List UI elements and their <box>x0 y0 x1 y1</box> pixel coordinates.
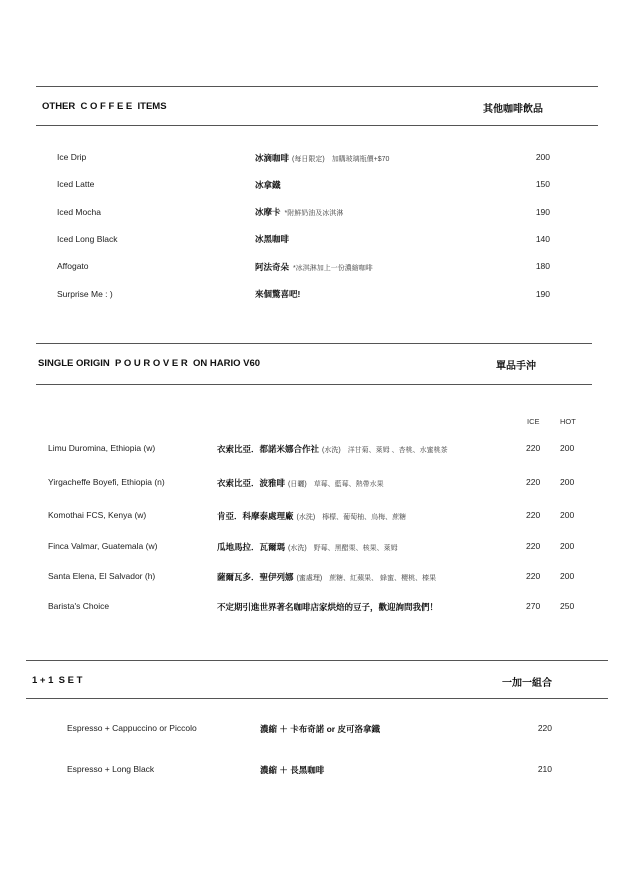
pourover-item-cn <box>217 477 384 489</box>
section3-title: 1 + 1 S E T <box>32 675 83 686</box>
menu-item-cn-name: 阿法奇朵 <box>255 261 290 272</box>
pourover-item-tag: (日曬) <box>288 480 307 488</box>
pourover-price-hot: 200 <box>560 443 575 453</box>
menu-item-price: 180 <box>535 261 550 272</box>
menu-item-cn-name: 冰拿鐵 <box>255 179 281 190</box>
menu-item-cn <box>255 206 343 218</box>
section3-bottom-rule <box>26 698 608 699</box>
section2-top-rule <box>36 343 592 344</box>
menu-item-cn <box>255 233 289 245</box>
menu-item-name: Surprise Me : ) <box>57 288 113 299</box>
pourover-item-cn <box>217 443 448 455</box>
pourover-price-hot: 200 <box>560 571 575 581</box>
menu-item-tag: (每日限定) <box>292 155 325 163</box>
menu-item-note: *附鮮奶油及冰淇淋 <box>284 210 344 218</box>
pourover-item-desc: 洋甘菊、萊姆 、杏桃、水蜜桃茶 <box>347 446 448 454</box>
pourover-item-name: Santa Elena, El Salvador (h) <box>48 571 156 581</box>
pourover-price-hot: 200 <box>560 510 575 520</box>
section1-title: OTHER C O F F E E ITEMS <box>42 101 167 112</box>
pourover-price-hot: 200 <box>560 541 575 551</box>
pourover-price-hot: 250 <box>560 601 575 611</box>
menu-item-price: 190 <box>535 206 550 217</box>
pourover-price-ice: 270 <box>526 601 541 611</box>
set-item-name: Espresso + Long Black <box>67 764 155 774</box>
section2-title-cn: 單品手沖 <box>496 361 536 372</box>
pourover-item-cn <box>217 601 438 613</box>
pourover-item-cn-name: 瓜地馬拉．瓦爾瑪 <box>217 541 286 552</box>
pourover-item-desc: 蔗糖、紅蘋果、 蜂蜜、櫻桃、榛果 <box>329 574 437 582</box>
col-ice-header: ICE <box>527 417 540 426</box>
section3-top-rule <box>26 660 608 661</box>
pourover-item-cn <box>217 541 398 553</box>
pourover-item-desc: 草莓、藍莓、熱帶水果 <box>313 480 384 488</box>
section1-bottom-rule <box>36 125 598 126</box>
set-item-cn: 濃縮 ＋ 長黑咖啡 <box>260 764 325 775</box>
section2-title: SINGLE ORIGIN P O U R O V E R ON HARIO V60 <box>38 358 261 369</box>
menu-item-cn <box>255 261 373 273</box>
section1-top-rule <box>36 86 598 87</box>
section1-title-cn: 其他咖啡飲品 <box>483 104 543 115</box>
pourover-item-cn-name: 薩爾瓦多．聖伊列娜 <box>217 571 294 582</box>
menu-item-cn-name: 來個驚喜吧! <box>255 289 301 299</box>
pourover-item-cn <box>217 571 436 583</box>
menu-item-name: Affogato <box>57 261 89 272</box>
menu-item-price: 200 <box>535 152 550 162</box>
pourover-price-hot: 200 <box>560 477 575 487</box>
pourover-item-cn-name: 衣索比亞．都諾米娜合作社 <box>217 443 320 454</box>
pourover-item-desc: 檸檬、葡萄柚、烏梅、蔗糖 <box>322 513 407 521</box>
pourover-price-ice: 220 <box>526 477 541 487</box>
menu-item-cn-name: 冰摩卡 <box>255 207 281 218</box>
pourover-item-tag: (水洗) <box>296 513 316 521</box>
set-item-price: 210 <box>537 764 552 774</box>
menu-item-name: Iced Long Black <box>57 233 118 244</box>
pourover-item-name: Komothai FCS, Kenya (w) <box>48 510 147 520</box>
menu-item-note: *冰淇淋加上一份濃縮咖啡 <box>293 264 373 272</box>
pourover-item-name: Yirgacheffe Boyefi, Ethiopia (n) <box>48 477 165 487</box>
set-item-cn: 濃縮 ＋ 卡布奇諾 or 皮可洛拿鐵 <box>260 723 380 734</box>
set-item-price: 220 <box>537 723 552 733</box>
menu-item-price: 140 <box>535 233 550 244</box>
menu-item-name: Iced Latte <box>57 179 95 190</box>
pourover-price-ice: 220 <box>526 510 541 520</box>
pourover-item-name: Finca Valmar, Guatemala (w) <box>48 541 158 551</box>
menu-item-cn <box>255 179 281 191</box>
section2-bottom-rule <box>36 384 592 385</box>
pourover-item-desc: 野莓、黑醋栗、核果、萊姆 <box>313 544 398 552</box>
pourover-item-tag: (蜜處理) <box>296 574 323 582</box>
pourover-item-name: Limu Duromina, Ethiopia (w) <box>48 443 156 453</box>
pourover-price-ice: 220 <box>526 541 541 551</box>
col-hot-header: HOT <box>560 417 576 426</box>
pourover-item-cn-name: 衣索比亞．波雅啡 <box>217 477 286 488</box>
pourover-price-ice: 220 <box>526 571 541 581</box>
set-item-name: Espresso + Cappuccino or Piccolo <box>67 723 197 733</box>
menu-item-name: Ice Drip <box>57 152 87 162</box>
menu-item-cn-name: 冰滴咖啡 <box>255 152 290 163</box>
pourover-item-cn <box>217 510 406 522</box>
menu-item-name: Iced Mocha <box>57 206 101 217</box>
menu-item-cn <box>255 152 389 164</box>
pourover-item-tag: (水洗) <box>322 446 341 454</box>
menu-item-price: 190 <box>535 288 550 299</box>
menu-item-cn <box>255 288 300 300</box>
pourover-item-name: Barista's Choice <box>48 601 110 611</box>
menu-item-cn-name: 冰黑咖啡 <box>255 234 290 245</box>
menu-item-price: 150 <box>535 179 550 190</box>
menu-item-note: 加購玻璃瓶價+$70 <box>331 155 390 163</box>
pourover-item-tag: (水洗) <box>288 544 307 552</box>
pourover-price-ice: 220 <box>526 443 541 453</box>
pourover-item-cn-name: 肯亞．科摩泰處理廠 <box>217 510 294 521</box>
pourover-item-cn-name: 不定期引進世界著名咖啡店家烘焙的豆子，歡迎詢問我們！ <box>217 601 439 612</box>
section3-title-cn: 一加一組合 <box>502 678 552 689</box>
